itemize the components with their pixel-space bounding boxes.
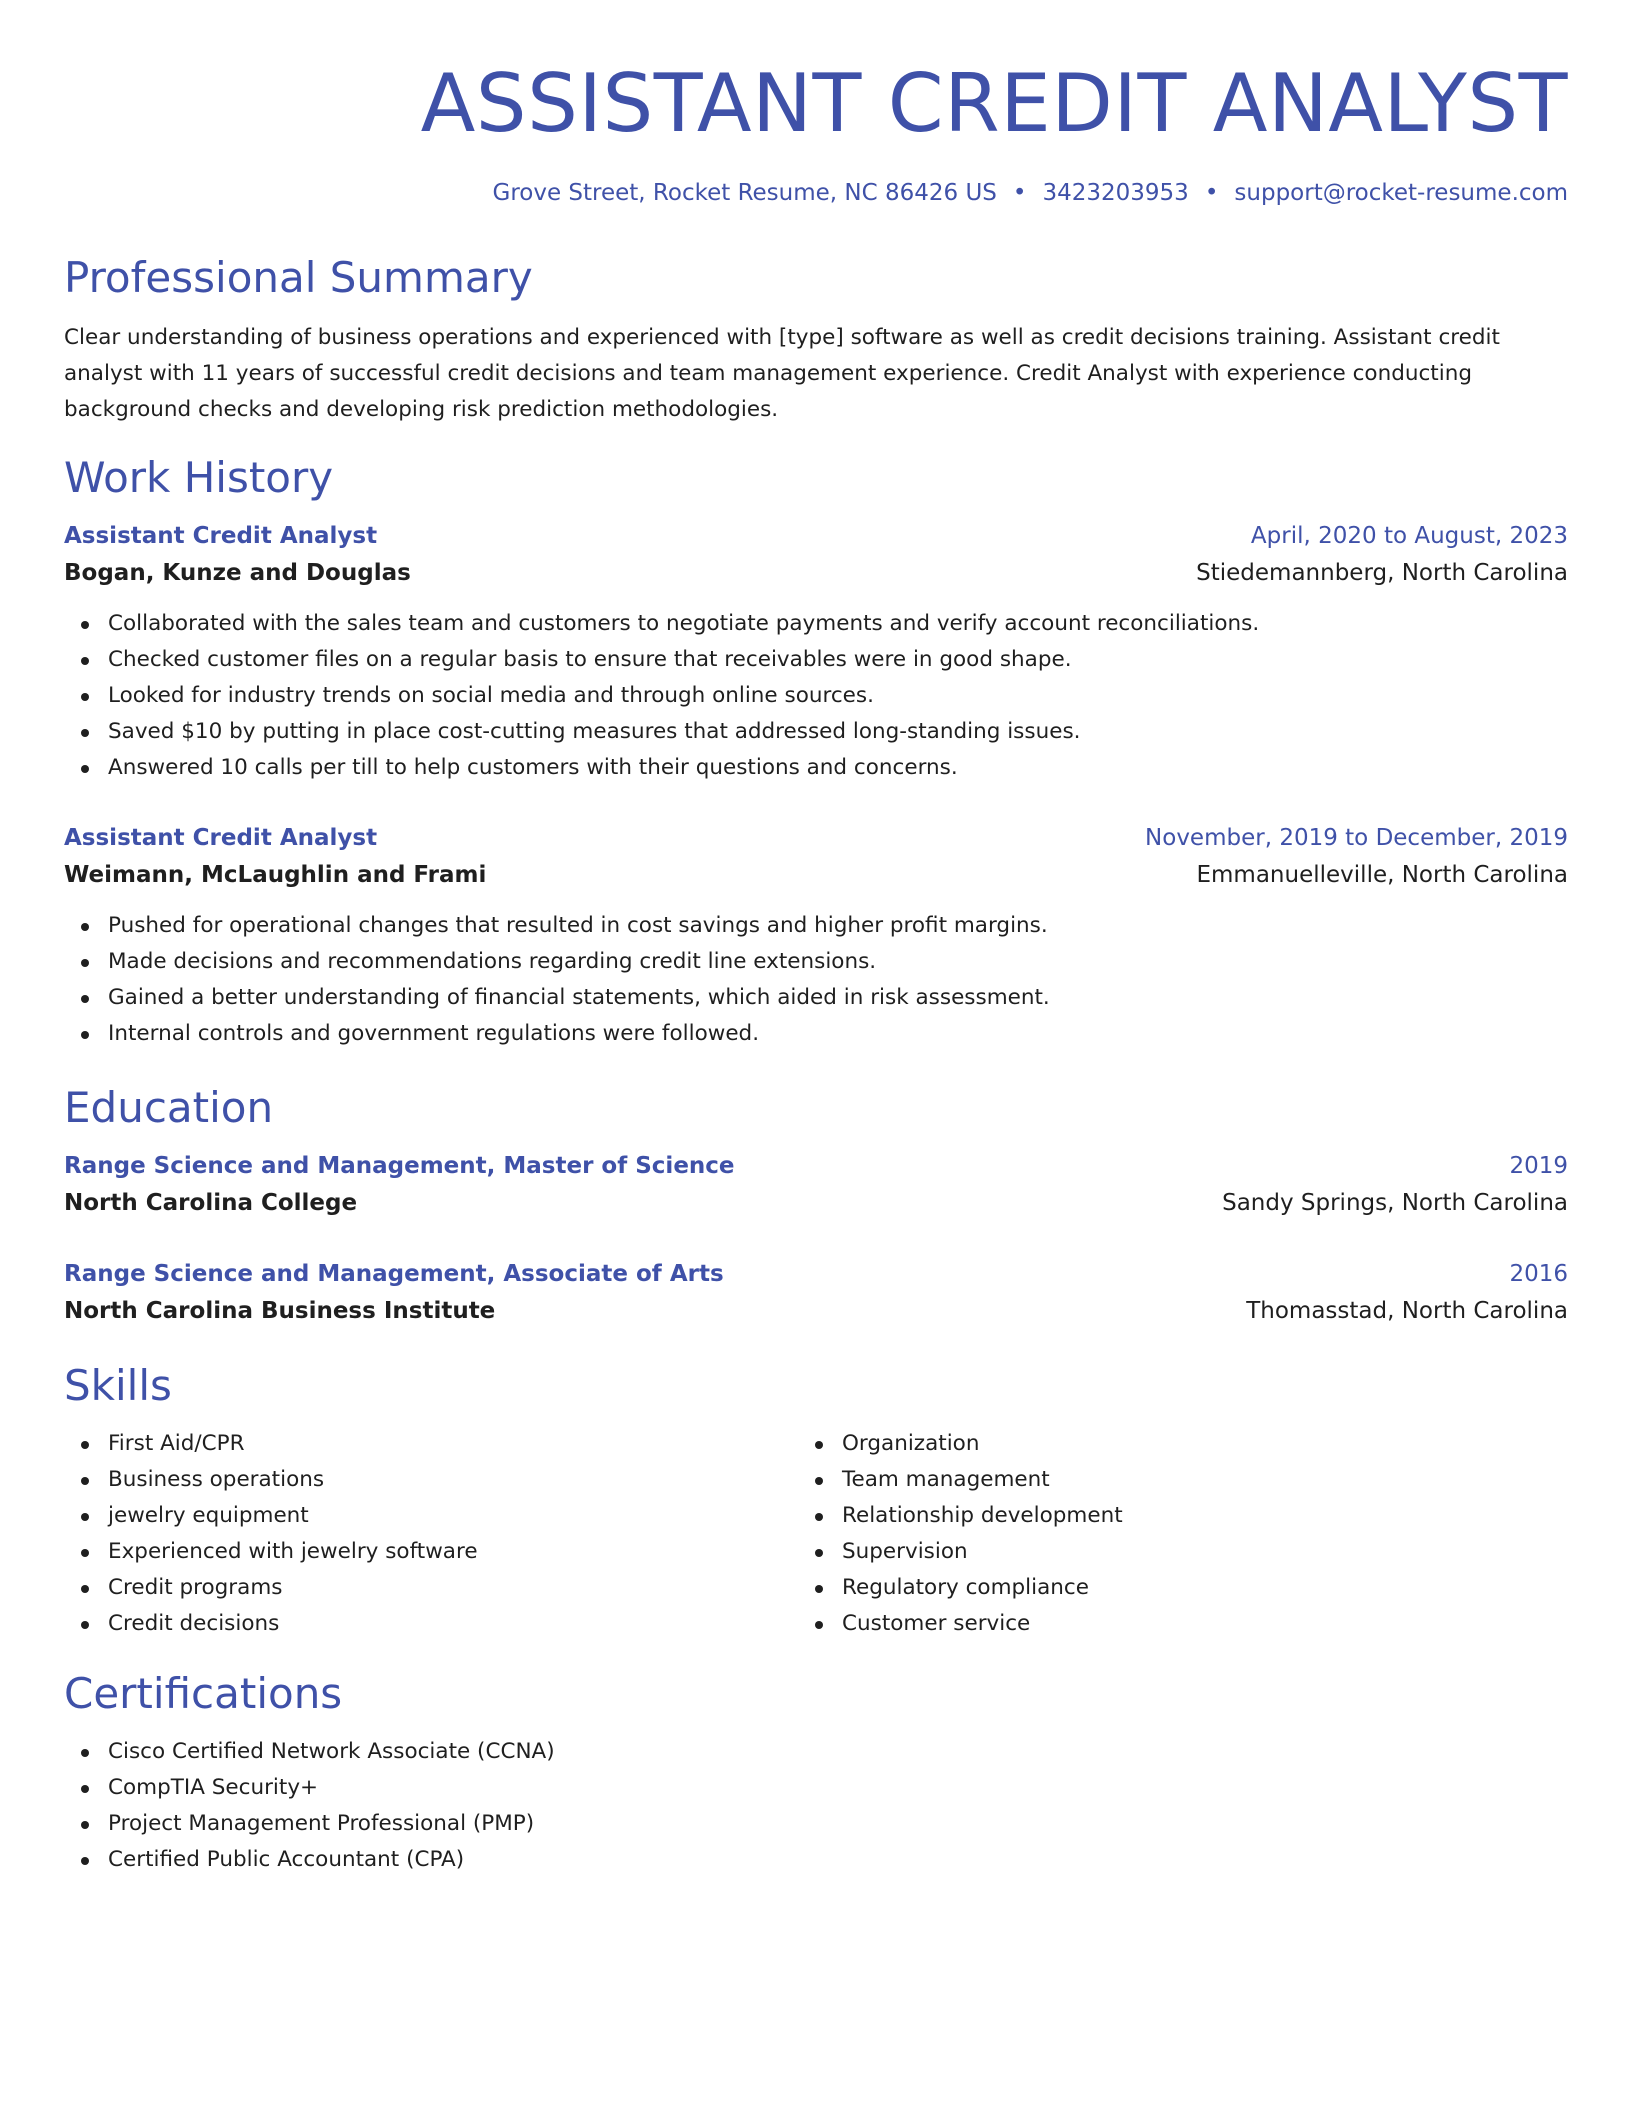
job-company: Bogan, Kunze and Douglas [64,560,411,586]
skill-item: Business operations [108,1462,798,1498]
job-bullet: Looked for industry trends on social media and through online sources. [108,678,1568,714]
education-entry [64,1148,1568,1222]
job-bullets [64,908,1568,1052]
certification-item: Project Management Professional (PMP) [108,1806,1568,1842]
skill-item: Organization [842,1426,1532,1462]
contact-separator: • [1012,180,1027,206]
education-school-row [64,1184,1568,1222]
education-school: North Carolina College [64,1190,358,1216]
skill-item: Relationship development [842,1498,1532,1534]
job-location: Stiedemannberg, North Carolina [1196,560,1568,586]
education-location: Thomasstad, North Carolina [1246,1298,1568,1324]
job-bullet: Pushed for operational changes that resulted in cost savings and higher profit margins. [108,908,1568,944]
skills-heading: Skills [64,1361,172,1410]
job-location: Emmanuelleville, North Carolina [1196,862,1568,888]
job-bullet: Internal controls and government regulations were followed. [108,1016,1568,1052]
education-year: 2016 [1509,1261,1568,1287]
job-dates: April, 2020 to August, 2023 [1250,523,1568,549]
education-year: 2019 [1509,1153,1568,1179]
certification-item: Certified Public Accountant (CPA) [108,1842,1568,1878]
job-bullet: Checked customer files on a regular basis to ensure that receivables were in good shape. [108,642,1568,678]
skill-item: Supervision [842,1534,1532,1570]
skills-list [798,1426,1532,1642]
job-bullet: Saved $10 by putting in place cost-cutting measures that addressed long-standing issues. [108,714,1568,750]
education-location: Sandy Springs, North Carolina [1222,1190,1568,1216]
skill-item: Regulatory compliance [842,1570,1532,1606]
education-degree: Range Science and Management, Associate of Arts [64,1261,724,1287]
contact-email: support@rocket-resume.com [1234,180,1568,206]
job-title: Assistant Credit Analyst [64,523,378,549]
skill-item: Team management [842,1462,1532,1498]
education-header-row [64,1256,1568,1292]
contact-phone: 3423203953 [1042,180,1189,206]
job-company-row [64,856,1568,894]
certification-item: CompTIA Security+ [108,1770,1568,1806]
job-bullet: Gained a better understanding of financial statements, which aided in risk assessment. [108,980,1568,1016]
skill-item: Experienced with jewelry software [108,1534,798,1570]
job-bullet: Answered 10 calls per till to help customers with their questions and concerns. [108,750,1568,786]
skill-item: jewelry equipment [108,1498,798,1534]
summary-text: Clear understanding of business operations and experienced with [type] software as well as credit decisions training. Assistant credit analyst with 11 years of successful credit decisions and team management experience. Credit Analyst with experience conducting background checks and developing risk prediction methodologies. [64,325,1500,422]
skills-column-left [64,1412,798,1642]
skills-grid [64,1412,1568,1642]
summary-heading: Professional Summary [64,253,533,302]
education-entry [64,1256,1568,1330]
contact-line [64,178,1568,208]
work-history-heading: Work History [64,453,334,502]
resume-name: ASSISTANT CREDIT ANALYST [420,57,1568,150]
skill-item: Credit decisions [108,1606,798,1642]
education-heading: Education [64,1083,274,1132]
job-title: Assistant Credit Analyst [64,825,378,851]
skill-item: Customer service [842,1606,1532,1642]
education-school: North Carolina Business Institute [64,1298,496,1324]
job-dates: November, 2019 to December, 2019 [1145,825,1568,851]
job-bullet: Made decisions and recommendations regarding credit line extensions. [108,944,1568,980]
job-bullet: Collaborated with the sales team and customers to negotiate payments and verify account reconciliations. [108,606,1568,642]
education-degree: Range Science and Management, Master of Science [64,1153,735,1179]
certification-item: Cisco Certified Network Associate (CCNA) [108,1734,1568,1770]
skills-column-right [798,1412,1532,1642]
education-school-row [64,1292,1568,1330]
certifications-list [64,1734,1568,1878]
contact-address: Grove Street, Rocket Resume, NC 86426 US [492,180,997,206]
job-bullets [64,606,1568,786]
job-company-row [64,554,1568,592]
contact-separator: • [1204,180,1219,206]
job-header-row [64,820,1568,856]
job-entry [64,518,1568,786]
job-header-row [64,518,1568,554]
education-header-row [64,1148,1568,1184]
job-company: Weimann, McLaughlin and Frami [64,862,487,888]
skills-list [64,1426,798,1642]
certifications-heading: Certifications [64,1669,343,1718]
skill-item: Credit programs [108,1570,798,1606]
job-entry [64,820,1568,1052]
skill-item: First Aid/CPR [108,1426,798,1462]
